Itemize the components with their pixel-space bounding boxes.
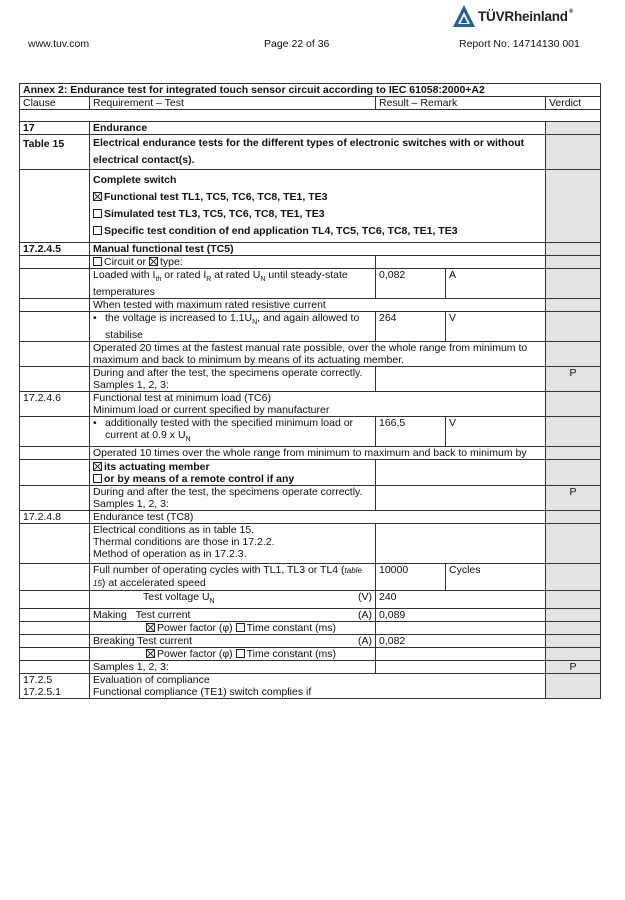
circuit-type-row: [20, 256, 601, 269]
option-functional-test: Functional test TL1, TC5, TC6, TC8, TE1, TE3: [104, 191, 328, 203]
during-after-text: During and after the test, the specimens operate correctly. Samples 1, 2, 3:: [90, 367, 376, 392]
making-test-current-label: Test current: [135, 609, 191, 622]
clause-172446: 17.2.4.6: [20, 392, 90, 417]
test-voltage-unit: (V): [358, 591, 372, 604]
test-voltage-value: 240: [376, 591, 546, 609]
clause-table15: Table 15: [20, 135, 90, 170]
voltage-value: 264: [376, 312, 446, 342]
annex-title-row: [20, 84, 601, 97]
during-after-row-2: [20, 486, 601, 511]
verdict-pass: P: [546, 367, 601, 392]
power-factor-label: Power factor (φ): [157, 622, 233, 635]
when-tested-text: When tested with maximum rated resistive current: [90, 299, 546, 312]
making-unit: (A): [358, 609, 372, 622]
col-verdict: Verdict: [546, 97, 601, 110]
verdict-cell: [546, 564, 601, 591]
time-constant-label: Time constant (ms): [246, 622, 337, 635]
clause-172445: 17.2.4.5: [20, 243, 90, 256]
voltage-row: [20, 312, 601, 342]
complete-switch-row: [20, 170, 601, 243]
when-tested-row: [20, 299, 601, 312]
verdict-cell: [546, 635, 601, 648]
during-after-text: During and after the test, the specimens operate correctly. Samples 1, 2, 3:: [90, 486, 376, 511]
functional-compliance-text: Functional compliance (TE1) switch complies if: [93, 686, 312, 699]
col-clause: Clause: [20, 97, 90, 110]
operated-20-row: [20, 342, 601, 367]
breaking-value: 0,082: [376, 635, 546, 648]
actuating-row: [20, 460, 601, 486]
conditions-row: [20, 524, 601, 564]
additionally-value: 166,5: [376, 417, 446, 447]
verdict-cell: [546, 447, 601, 460]
verdict-cell: [546, 299, 601, 312]
evaluation-text: Evaluation of compliance: [93, 674, 210, 687]
verdict-cell: [546, 135, 601, 170]
report-table: [19, 83, 601, 699]
checkbox-empty-icon: [236, 623, 245, 632]
checkbox-empty-icon: [93, 474, 102, 483]
loaded-row: [20, 269, 601, 299]
clause-17251: 17.2.5.1: [23, 686, 61, 699]
table15-row: [20, 135, 601, 170]
checkbox-empty-icon: [236, 649, 245, 658]
clause-172446-row: [20, 392, 601, 417]
clause-1725-row: [20, 674, 601, 699]
verdict-cell: [546, 622, 601, 635]
breaking-test-current-label: Test current: [137, 635, 193, 648]
tc5-title: Manual functional test (TC5): [90, 243, 546, 256]
operated-10-row: [20, 447, 601, 460]
col-result: Result – Remark: [376, 97, 546, 110]
tuv-triangle-icon: [452, 4, 476, 28]
checkbox-checked-icon: [93, 192, 102, 201]
samples-row: [20, 661, 601, 674]
clause-1725: 17.2.5: [23, 674, 53, 687]
thermal-conditions: Thermal conditions are those in 17.2.2.: [93, 536, 275, 549]
tc6-sub: Minimum load or current specified by manufacturer: [93, 404, 330, 417]
section-17-title: Endurance: [90, 122, 546, 135]
additionally-text: additionally tested with the specified minimum load or current at 0.9 x $U_N$: [105, 417, 354, 444]
bullet-icon: •: [93, 312, 97, 325]
verdict-cell: [546, 170, 601, 243]
option-specific-test: Specific test condition of end application TL4, TC5, TC6, TC8, TE1, TE3: [104, 225, 458, 237]
checkbox-empty-icon: [93, 257, 102, 266]
making-label: Making: [93, 609, 127, 622]
method-of-operation: Method of operation as in 17.2.3.: [93, 548, 247, 561]
verdict-pass: P: [546, 661, 601, 674]
verdict-cell: [546, 609, 601, 622]
full-cycles-unit: Cycles: [446, 564, 546, 591]
test-voltage-row: [20, 591, 601, 609]
additionally-row: [20, 417, 601, 447]
full-cycles-row: [20, 564, 601, 591]
clause-172448-row: [20, 511, 601, 524]
circuit-label: Circuit or: [104, 256, 147, 268]
verdict-cell: [546, 342, 601, 367]
verdict-cell: [546, 511, 601, 524]
breaking-label: Breaking: [93, 635, 135, 648]
header-page-number: Page 22 of 36: [264, 38, 330, 50]
full-cycles-text: Full number of operating cycles with TL1, TL3 or TL4 (table 15) at accelerated speed: [90, 564, 376, 591]
checkbox-empty-icon: [93, 209, 102, 218]
full-cycles-value: 10000: [376, 564, 446, 591]
verdict-cell: [546, 674, 601, 699]
table15-text: Electrical endurance tests for the different types of electronic switches with or without electrical contact(s).: [90, 135, 546, 170]
breaking-unit: (A): [358, 635, 372, 648]
verdict-cell: [546, 591, 601, 609]
checkbox-checked-icon: [93, 462, 102, 471]
section-17-row: [20, 122, 601, 135]
verdict-cell: [546, 648, 601, 661]
verdict-cell: [546, 256, 601, 269]
loaded-unit: A: [446, 269, 546, 299]
breaking-pf-row: [20, 648, 601, 661]
verdict-cell: [546, 122, 601, 135]
loaded-value: 0,082: [376, 269, 446, 299]
verdict-cell: [546, 312, 601, 342]
complete-switch-label: Complete switch: [93, 174, 177, 186]
annex-title: Annex 2: Endurance test for integrated touch sensor circuit according to IEC 61058:2000+A2: [20, 84, 601, 97]
loaded-text: Loaded with $I_{th}$ or rated $I_R$ at rated $U_N$ until steady-state temperatures: [90, 269, 376, 299]
voltage-text: the voltage is increased to $1.1U_N$, and again allowed to stabilise: [105, 312, 360, 342]
col-requirement: Requirement – Test: [90, 97, 376, 110]
tc8-title: Endurance test (TC8): [90, 511, 546, 524]
checkbox-checked-icon: [149, 257, 158, 266]
additionally-unit: V: [446, 417, 546, 447]
checkbox-checked-icon: [146, 649, 155, 658]
logo-text: TÜVRheinland®: [478, 8, 574, 24]
checkbox-checked-icon: [146, 623, 155, 632]
time-constant-label: Time constant (ms): [246, 648, 337, 661]
bullet-icon: •: [93, 417, 97, 430]
samples-text: Samples 1, 2, 3:: [90, 661, 376, 674]
clause-172448: 17.2.4.8: [20, 511, 90, 524]
column-header-row: [20, 97, 601, 110]
operated-10-text: Operated 10 times over the whole range from minimum to maximum and back to minimum by: [90, 447, 546, 460]
tuv-logo: [452, 4, 573, 28]
remote-control-label: or by means of a remote control if any: [104, 473, 295, 486]
verdict-pass: P: [546, 486, 601, 511]
operated-20-text: Operated 20 times at the fastest manual rate possible, over the whole range from minimum to maximum and back to minimum by means of its actuating member.: [90, 342, 546, 367]
verdict-cell: [546, 524, 601, 564]
test-voltage-label: Test voltage $U_N$: [143, 591, 215, 606]
during-after-row-1: [20, 367, 601, 392]
checkbox-empty-icon: [93, 226, 102, 235]
header-website: www.tuv.com: [28, 38, 90, 50]
header-report-number: Report No. 14714130 001: [459, 38, 580, 50]
voltage-unit: V: [446, 312, 546, 342]
making-current-row: [20, 609, 601, 622]
actuating-member-label: its actuating member: [104, 461, 210, 474]
option-simulated-test: Simulated test TL3, TC5, TC6, TC8, TE1, TE3: [104, 208, 325, 220]
power-factor-label: Power factor (φ): [157, 648, 233, 661]
clause-172445-row: [20, 243, 601, 256]
verdict-cell: [546, 392, 601, 417]
verdict-cell: [546, 417, 601, 447]
breaking-current-row: [20, 635, 601, 648]
verdict-cell: [546, 243, 601, 256]
verdict-cell: [546, 269, 601, 299]
verdict-cell: [546, 460, 601, 486]
type-label: type:: [159, 256, 183, 268]
tc6-title: Functional test at minimum load (TC6): [93, 392, 271, 405]
clause-17: 17: [20, 122, 90, 135]
making-value: 0,089: [376, 609, 546, 622]
electrical-conditions: Electrical conditions as in table 15.: [93, 524, 255, 537]
making-pf-row: [20, 622, 601, 635]
